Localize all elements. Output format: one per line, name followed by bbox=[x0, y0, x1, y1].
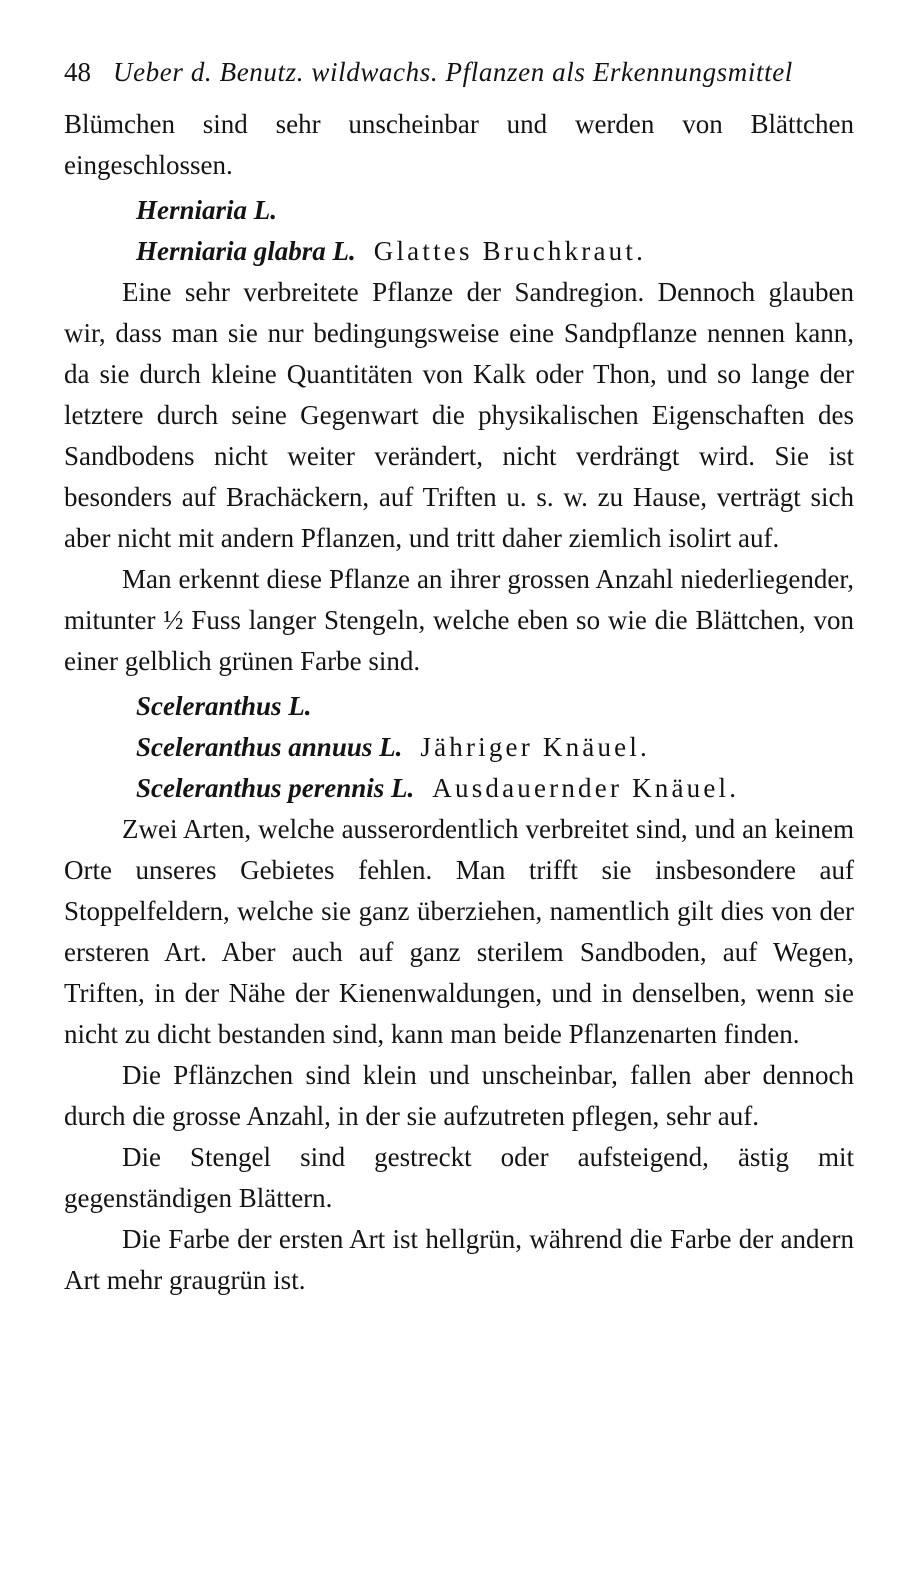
species-heading-herniaria-glabra bbox=[64, 231, 854, 272]
running-header bbox=[64, 52, 854, 92]
paragraph-sceleranthus-4: Die Farbe der ersten Art ist hellgrün, während die Farbe der andern Art mehr graugrün ist. bbox=[64, 1224, 854, 1295]
paragraph-herniaria-1: Eine sehr verbreitete Pflanze der Sandregion. Dennoch glauben wir, dass man sie nur bedingungsweise eine Sandpflanze nennen kann, da sie durch kleine Quantitäten von Kalk oder Thon, und so lange der letztere durch seine Gegenwart die physikalischen Eigenschaften des Sandbodens nicht weiter verändert, nicht verdrängt wird. Sie ist besonders auf Brachäckern, auf Triften u. s. w. zu Hause, verträgt sich aber nicht mit andern Pflanzen, und tritt daher ziemlich isolirt auf. bbox=[64, 277, 854, 553]
intro-paragraph: Blümchen sind sehr unscheinbar und werden von Blättchen eingeschlossen. bbox=[64, 109, 854, 180]
species-common-name: Glattes Bruchkraut. bbox=[373, 236, 647, 266]
genus-heading-herniaria: Herniaria L. bbox=[136, 195, 278, 225]
page-number: 48 bbox=[64, 57, 91, 87]
species-common-name: Jähriger Knäuel. bbox=[420, 732, 650, 762]
genus-heading-sceleranthus: Sceleranthus L. bbox=[136, 691, 312, 721]
paragraph-sceleranthus-2: Die Pflänzchen sind klein und unscheinbar, fallen aber dennoch durch die grosse Anzahl, in der sie aufzutreten pflegen, sehr auf. bbox=[64, 1060, 854, 1131]
paragraph-sceleranthus-1: Zwei Arten, welche ausserordentlich verbreitet sind, und an keinem Orte unseres Gebietes fehlen. Man trifft sie insbesondere auf Stoppelfeldern, welche sie ganz überziehen, namentlich gilt dies von der ersteren Art. Aber auch auf ganz sterilem Sandboden, auf Wegen, Triften, in der Nähe der Kienenwaldungen, und in denselben, wenn sie nicht zu dicht bestanden sind, kann man beide Pflanzenarten finden. bbox=[64, 814, 854, 1049]
species-common-name: Ausdauernder Knäuel. bbox=[432, 773, 740, 803]
species-latin-name: Herniaria glabra L. bbox=[136, 236, 356, 266]
paragraph-sceleranthus-3: Die Stengel sind gestreckt oder aufsteigend, ästig mit gegenständigen Blättern. bbox=[64, 1142, 854, 1213]
paragraph-herniaria-2: Man erkennt diese Pflanze an ihrer grossen Anzahl niederliegender, mitunter ½ Fuss langer Stengeln, welche eben so wie die Blättchen, von einer gelblich grünen Farbe sind. bbox=[64, 564, 854, 676]
species-latin-name: Sceleranthus annuus L. bbox=[136, 732, 403, 762]
species-heading-sceleranthus-perennis bbox=[64, 768, 854, 809]
running-title: Ueber d. Benutz. wildwachs. Pflanzen als Erkennungsmittel bbox=[113, 57, 793, 87]
book-page bbox=[64, 52, 854, 1301]
species-latin-name: Sceleranthus perennis L. bbox=[136, 773, 415, 803]
species-heading-sceleranthus-annuus bbox=[64, 727, 854, 768]
